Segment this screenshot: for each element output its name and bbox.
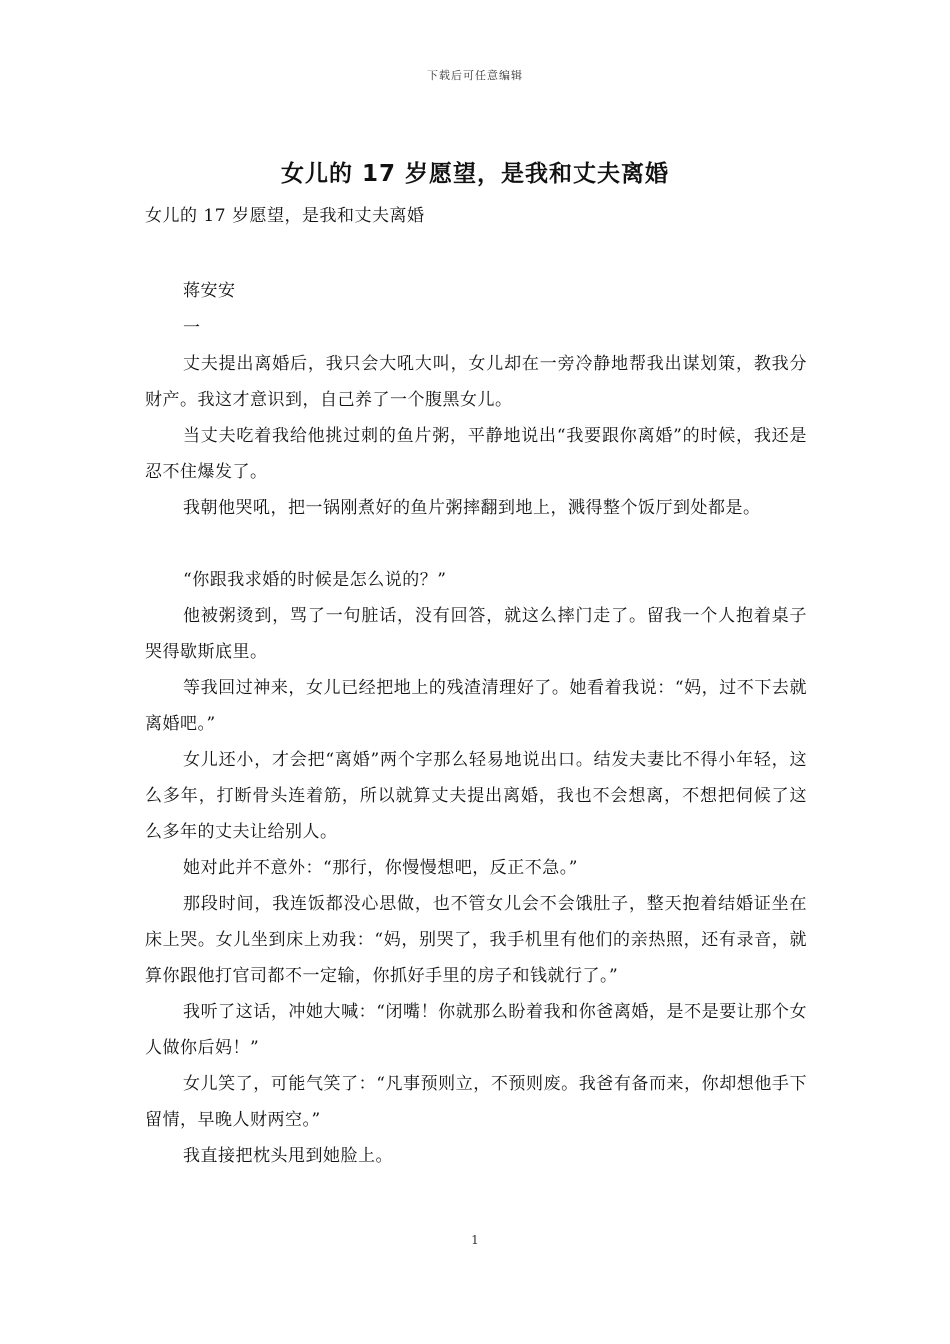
paragraph: 他被粥烫到，骂了一句脏话，没有回答，就这么摔门走了。留我一个人抱着桌子哭得歇斯底里。 <box>145 606 807 662</box>
paragraph-spacer <box>145 526 807 562</box>
page-header-note: 下载后可任意编辑 <box>427 69 523 82</box>
paragraph: 她对此并不意外：“那行，你慢慢想吧，反正不急。” <box>183 858 578 878</box>
section-number: 一 <box>183 318 200 338</box>
paragraph: 当丈夫吃着我给他挑过刺的鱼片粥，平静地说出“我要跟你离婚”的时候，我还是忍不住爆发了。 <box>145 426 807 482</box>
paragraph: 女儿还小，才会把“离婚”两个字那么轻易地说出口。结发夫妻比不得小年轻，这么多年，打断骨头连着筋，所以就算丈夫提出离婚，我也不会想离，不想把伺候了这么多年的丈夫让给别人。 <box>145 750 807 842</box>
paragraph: 我直接把枕头甩到她脸上。 <box>183 1146 393 1166</box>
author-name: 蒋安安 <box>183 281 236 301</box>
document-subtitle: 女儿的 17 岁愿望，是我和丈夫离婚 <box>145 206 425 226</box>
paragraph: 我朝他哭吼，把一锅刚煮好的鱼片粥摔翻到地上，溅得整个饭厅到处都是。 <box>183 498 761 518</box>
paragraph: 那段时间，我连饭都没心思做，也不管女儿会不会饿肚子，整天抱着结婚证坐在床上哭。女儿坐到床上劝我：“妈，别哭了，我手机里有他们的亲热照，还有录音，就算你跟他打官司都不一定输，你抓好手里的房子和钱就行了。” <box>145 894 807 986</box>
paragraph: 我听了这话，冲她大喊：“闭嘴！你就那么盼着我和你爸离婚，是不是要让那个女人做你后妈！” <box>145 1002 807 1058</box>
paragraph: “你跟我求婚的时候是怎么说的？” <box>183 570 447 590</box>
paragraph: 女儿笑了，可能气笑了：“凡事预则立，不预则废。我爸有备而来，你却想他手下留情，早晚人财两空。” <box>145 1074 807 1130</box>
document-title: 女儿的 17 岁愿望，是我和丈夫离婚 <box>280 161 670 187</box>
article-body <box>145 346 807 1174</box>
paragraph: 等我回过神来，女儿已经把地上的残渣清理好了。她看着我说：“妈，过不下去就离婚吧。” <box>145 678 807 734</box>
page-number: 1 <box>471 1233 479 1247</box>
paragraph: 丈夫提出离婚后，我只会大吼大叫，女儿却在一旁冷静地帮我出谋划策，教我分财产。我这才意识到，自己养了一个腹黑女儿。 <box>145 354 807 410</box>
